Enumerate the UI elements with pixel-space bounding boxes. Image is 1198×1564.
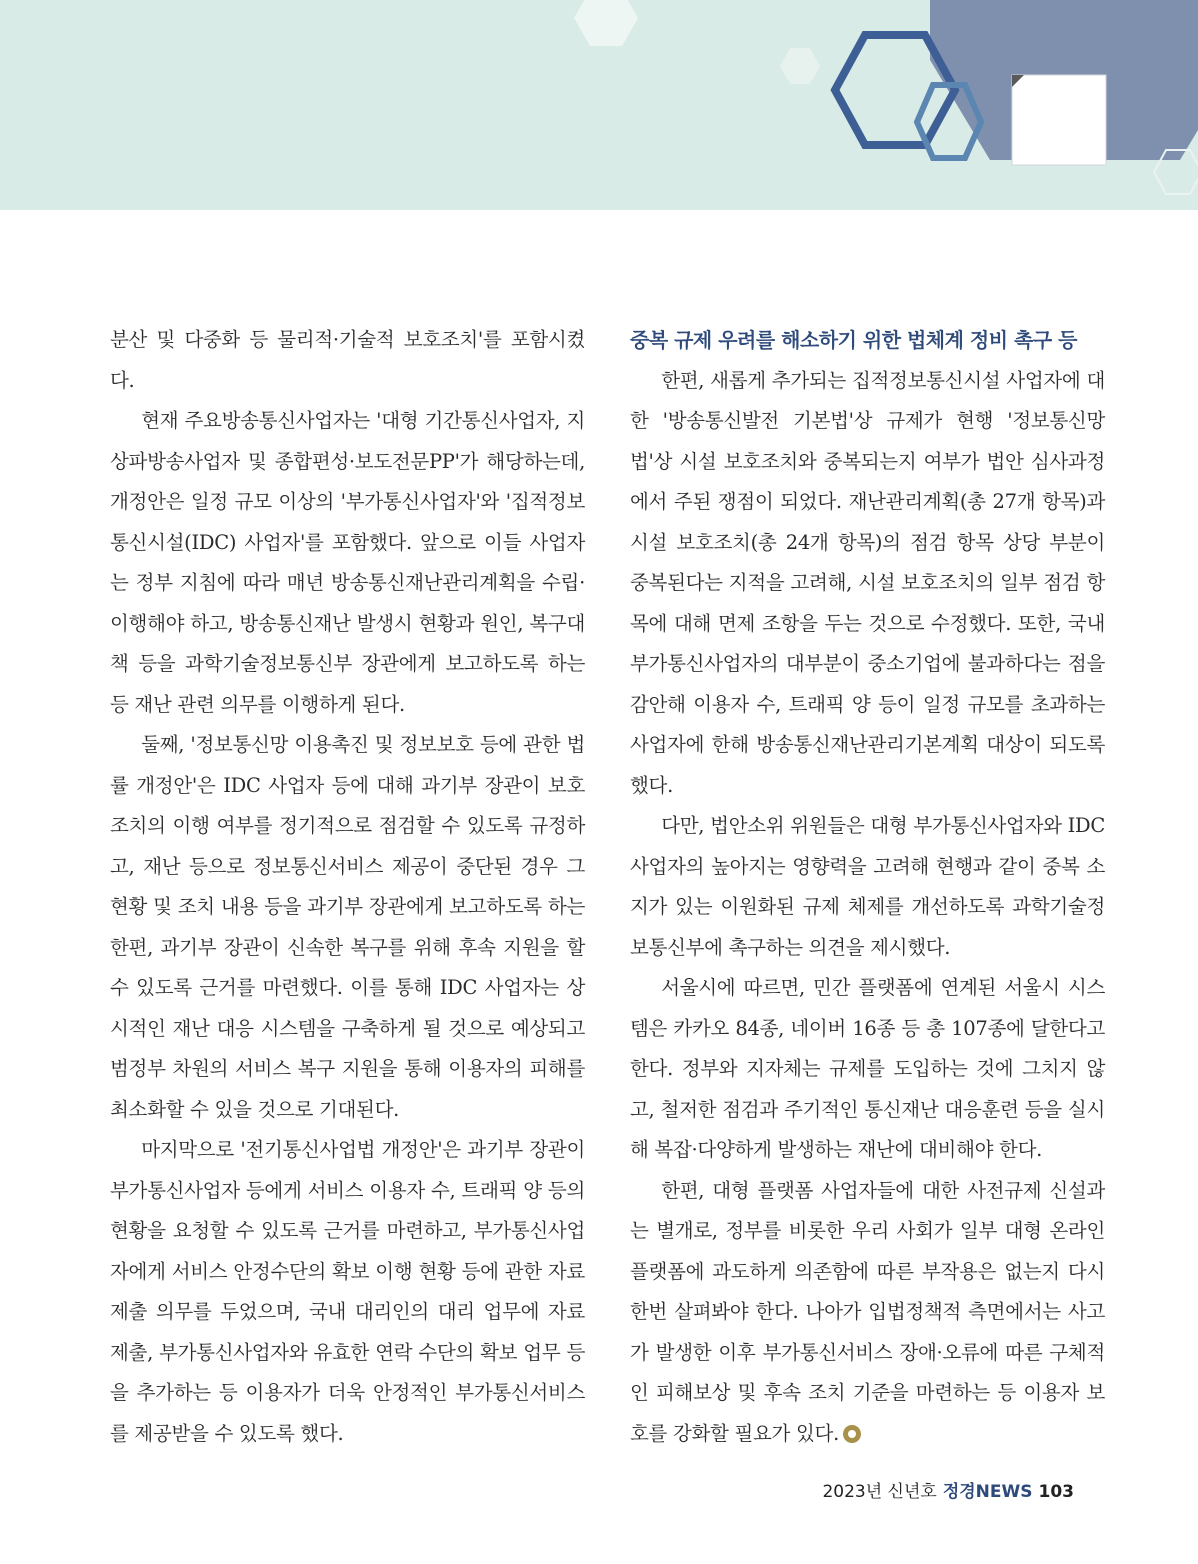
section-heading: 중복 규제 우려를 해소하기 위한 법체계 정비 촉구 등 [630, 328, 1077, 352]
paragraph-last [630, 1171, 1105, 1455]
paragraph-text: 한편, 대형 플랫폼 사업자들에 대한 사전규제 신설과는 별개로, 정부를 비롯한 우리 사회가 일부 대형 온라인 플랫폼에 과도하게 의존함에 따른 부작용은 없는지 다시 한번 살펴봐야 한다. 나아가 입법정책적 측면에서는 사고가 발생한 이후 부가통신서비스 장애·오류에 따른 구체적인 피해보상 및 후속 조치 기준을 마련하는 등 이용자 보호를 강화할 필요가 있다. [630, 1178, 1105, 1445]
issue-label: 2023년 신년호 [822, 1482, 937, 1502]
light-hexagon-shape [574, 0, 638, 46]
paragraph: 현재 주요방송통신사업자는 '대형 기간통신사업자, 지상파방송사업자 및 종합편성·보도전문PP'가 해당하는데, 개정안은 일정 규모 이상의 '부가통신사업자'와 '집적정보통신시설(IDC) 사업자'를 포함했다. 앞으로 이들 사업자는 정부 지침에 따라 매년 방송통신재난관리계획을 수립·이행해야 하고, 방송통신재난 발생시 현황과 원인, 복구대책 등을 과학기술정보통신부 장관에게 보고하도록 하는 등 재난 관련 의무를 이행하게 된다. [110, 409, 585, 716]
end-mark-icon [843, 1425, 861, 1443]
hexagon-decoration [0, 0, 1198, 210]
paragraph: 분산 및 다중화 등 물리적·기술적 보호조치'를 포함시켰다. [110, 328, 585, 392]
light-hexagon-shape-small [780, 48, 820, 84]
paragraph: 둘째, '정보통신망 이용촉진 및 정보보호 등에 관한 법률 개정안'은 IDC 사업자 등에 대해 과기부 장관이 보호조치의 이행 여부를 정기적으로 점검할 수 있도록 규정하고, 재난 등으로 정보통신서비스 제공이 중단된 경우 그 현황 및 조치 내용 등을 과기부 장관에게 보고하도록 하는 한편, 과기부 장관이 신속한 복구를 위해 후속 지원을 할 수 있도록 근거를 마련했다. 이를 통해 IDC 사업자는 상시적인 재난 대응 시스템을 구축하게 될 것으로 예상되고 범정부 차원의 서비스 복구 지원을 통해 이용자의 피해를 최소화할 수 있을 것으로 기대된다. [110, 733, 585, 1121]
page-number: 103 [1038, 1482, 1074, 1502]
paragraph: 서울시에 따르면, 민간 플랫폼에 연계된 서울시 시스템은 카카오 84종, 네이버 16종 등 총 107종에 달한다고 한다. 정부와 지자체는 규제를 도입하는 것에 그치지 않고, 철저한 점검과 주기적인 통신재난 대응훈련 등을 실시해 복잡·다양하게 발생하는 재난에 대비해야 한다. [630, 976, 1105, 1161]
paragraph: 한편, 새롭게 추가되는 집적정보통신시설 사업자에 대한 '방송통신발전 기본법'상 규제가 현행 '정보통신망법'상 시설 보호조치와 중복되는지 여부가 법안 심사과정에서 주된 쟁점이 되었다. 재난관리계획(총 27개 항목)과 시설 보호조치(총 24개 항목)의 점검 항목 상당 부분이 중복된다는 지적을 고려해, 시설 보호조치의 일부 점검 항목에 대해 면제 조항을 두는 것으로 수정했다. 또한, 국내 부가통신사업자의 대부분이 중소기업에 불과하다는 점을 감안해 이용자 수, 트래픽 양 등이 일정 규모를 초과하는 사업자에 한해 방송통신재난관리기본계획 대상이 되도록 했다. [630, 368, 1105, 797]
left-column [110, 320, 585, 1454]
header-banner [0, 0, 1198, 210]
right-column [630, 320, 1105, 1454]
paragraph: 마지막으로 '전기통신사업법 개정안'은 과기부 장관이 부가통신사업자 등에게 서비스 이용자 수, 트래픽 양 등의 현황을 요청할 수 있도록 근거를 마련하고, 부가통신사업자에게 서비스 안정수단의 확보 이행 현황 등에 관한 자료 제출 의무를 두었으며, 국내 대리인의 대리 업무에 자료 제출, 부가통신사업자와 유효한 연락 수단의 확보 업무 등을 추가하는 등 이용자가 더욱 안정적인 부가통신서비스를 제공받을 수 있도록 했다. [110, 1138, 585, 1445]
magazine-brand: 정경NEWS [942, 1482, 1033, 1502]
paragraph: 다만, 법안소위 위원들은 대형 부가통신사업자와 IDC 사업자의 높아지는 영향력을 고려해 현행과 같이 중복 소지가 있는 이원화된 규제 체제를 개선하도록 과학기술정보통신부에 촉구하는 의견을 제시했다. [630, 814, 1105, 959]
photo-placeholder [1012, 75, 1106, 165]
page-footer [822, 1477, 1074, 1502]
blue-hexagon-outline [835, 35, 955, 145]
